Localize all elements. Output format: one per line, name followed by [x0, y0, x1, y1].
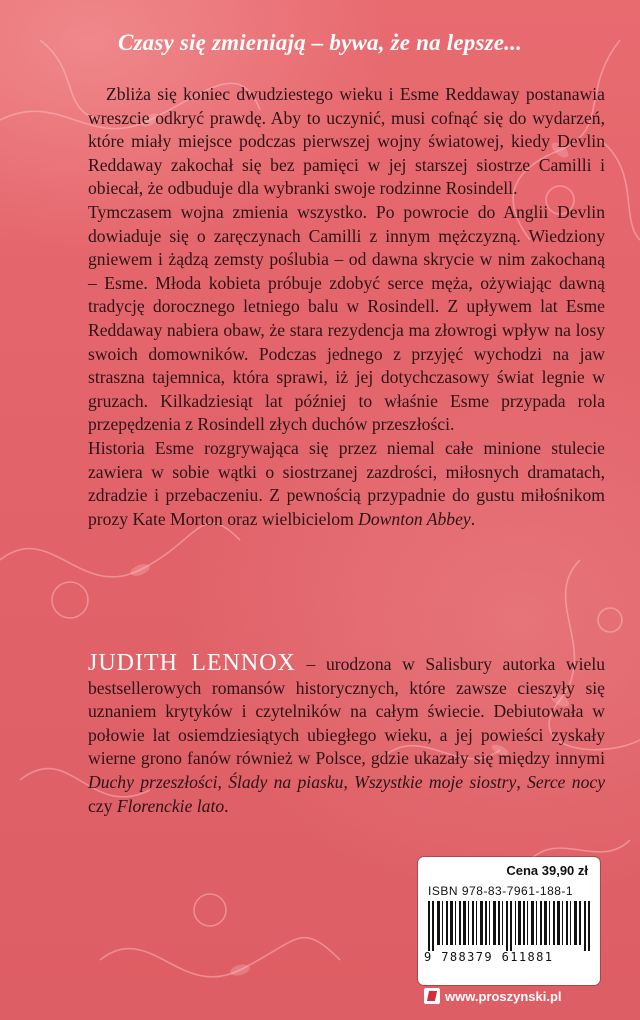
book-title: Ślady na piasku [228, 771, 344, 792]
bio-text: , [217, 771, 229, 792]
tagline: Czasy się zmieniają – bywa, że na lepsze... [117, 30, 523, 55]
book-title: Wszystkie moje siostry [354, 771, 517, 792]
barcode-icon [426, 901, 594, 951]
description-paragraph [88, 437, 605, 531]
publisher-link[interactable] [424, 988, 562, 1004]
book-title: Duchy przeszłości [88, 771, 218, 792]
referenced-title: Downton Abbey [358, 508, 471, 529]
isbn-label: ISBN 978-83-7961-188-1 [428, 884, 574, 898]
bio-text: czy [88, 795, 117, 816]
author-bio [88, 652, 605, 818]
bio-text: – urodzona w Salisbury autorka wielu bestsellerowych romansów historycznych, które zawsze cieszyły się uznaniem krytyków i czytelników na całym świecie. Debiutowała w połowie lat osiemdziesiątych ubiegłego wieku, a jej powieści zyskały wierne grono fanów również w Polsce, gdzie ukazały się między innymi [88, 654, 606, 769]
bio-text: , [516, 771, 528, 792]
description-text: Historia Esme rozgrywająca się przez niemal całe minione stulecie zawiera w sobie wątki o siostrzanej zazdrości, miłosnych dramatach, zdradzie i przebaczeniu. Z pewnością przypadnie do gustu miłośnikom prozy Kate Morton oraz wielbicielom [88, 437, 605, 529]
bio-text: . [224, 795, 229, 816]
description-text: . [470, 508, 476, 529]
publisher-url: www.proszynski.pl [445, 988, 562, 1004]
price-barcode-box [418, 857, 600, 985]
book-description [88, 83, 605, 531]
description-paragraph: Zbliża się koniec dwudziestego wieku i Esme Reddaway postanawia wreszcie odkryć prawdę. Aby to uczynić, musi cofnąć się do wydarzeń, które miały miejsce podczas pierwszej wojny światowej, kiedy Devlin Reddaway zakochał się bez pamięci w jej starszej siostrze Camilli i obiecał, że odbuduje dla wybranki swoje rodzinne Rosindell. [88, 84, 605, 199]
barcode-digits: 9 788379 611881 [424, 950, 554, 964]
book-title: Serce nocy [527, 771, 606, 792]
bio-text: , [343, 771, 355, 792]
price-label: Cena 39,90 zł [506, 863, 588, 878]
description-paragraph: Tymczasem wojna zmienia wszystko. Po powrocie do Anglii Devlin dowiaduje się o zaręczynach Camilli z innym mężczyzną. Wiedziony gniewem i żądzą zemsty poślubia – od dawna skrycie w nim zakochaną – Esme. Młoda kobieta próbuje zdobyć serce męża, ożywiając dawną tradycję dorocznego letniego balu w Rosindell. Z upływem lat Esme Reddaway nabiera obaw, że stara rezydencja ma złowrogi wpływ na losy swoich domowników. Podczas jednego z przyjęć wychodzi na jaw straszna tajemnica, która sprawi, iż jej dotychczasowy świat legnie w gruzach. Kilkadziesiąt lat później to właśnie Esme przypada rola przepędzenia z Rosindell złych duchów przeszłości. [88, 201, 605, 435]
author-name: JUDITH LENNOX [88, 650, 296, 676]
publisher-logo-icon [424, 988, 440, 1004]
book-title: Florenckie lato [116, 795, 225, 816]
